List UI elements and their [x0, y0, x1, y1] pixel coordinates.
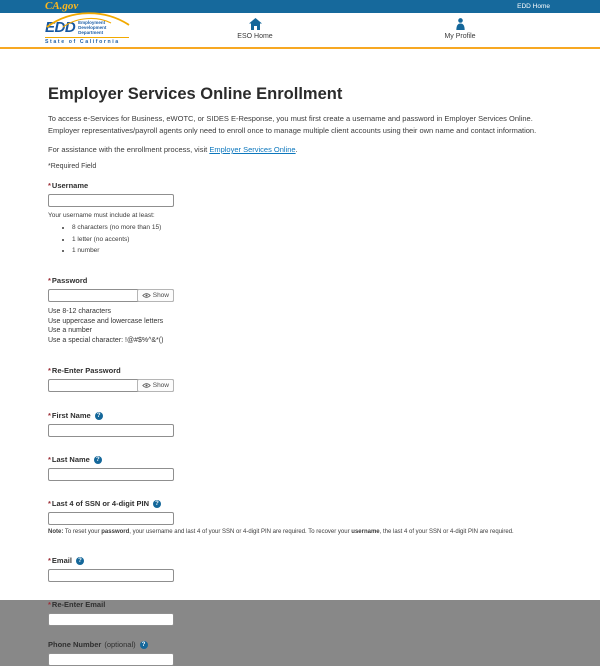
reenter-email-input[interactable]: [48, 613, 174, 626]
employer-services-online-link[interactable]: Employer Services Online: [209, 145, 296, 154]
nav-eso-home[interactable]: [210, 18, 300, 40]
edd-dept-line: Development: [78, 24, 107, 30]
ssn-pin-note: Note: To reset your password, your username and last 4 of your SSN or 4-digit PIN are required. To recover your username, the last 4 of your SSN or 4-digit PIN are required.: [48, 529, 514, 535]
password-rule: Use uppercase and lowercase letters: [48, 317, 164, 325]
help-icon[interactable]: ?: [95, 412, 103, 420]
show-password-button[interactable]: Show: [137, 289, 174, 302]
username-input[interactable]: [48, 194, 174, 207]
username-rules-list: [48, 224, 552, 254]
username-rule: • 8 characters (no more than 15): [72, 224, 552, 231]
edd-dept-line: Department: [78, 29, 104, 35]
reenter-email-label: * Re-Enter Email: [48, 600, 106, 609]
field-ssn-pin: [48, 499, 552, 535]
first-name-input[interactable]: [48, 424, 174, 437]
page-title: Employer Services Online Enrollment: [48, 85, 343, 103]
username-label: * Username: [48, 181, 89, 190]
main-content: [0, 49, 600, 666]
password-rule: Use 8-12 characters: [48, 308, 112, 315]
show-reenter-password-button[interactable]: Show: [137, 379, 174, 392]
username-rules-title: Your username must include at least:: [48, 212, 155, 219]
eye-icon: [142, 292, 151, 299]
edd-acronym: EDD: [45, 19, 76, 37]
intro-text: To access e-Services for Business, eWOTC, or SIDES E-Response, you must first create a username and password in Employer Services Online. Employer representatives/payroll agents only need to enroll once to manage multiple client accounts using their own name and contact information.: [48, 114, 537, 135]
email-input[interactable]: [48, 569, 174, 582]
edd-dept-line: Employment: [78, 20, 106, 25]
help-icon[interactable]: ?: [153, 500, 161, 508]
required-field-note: *Required Field: [48, 163, 97, 170]
ca-gov-logo[interactable]: CA.gov: [45, 0, 79, 12]
field-email: [48, 556, 552, 582]
password-rules: [48, 307, 552, 345]
field-phone: [48, 640, 552, 666]
person-icon: [455, 18, 466, 30]
last-name-label: * Last Name ?: [48, 455, 552, 464]
ssn-pin-label: * Last 4 of SSN or 4-digit PIN ?: [48, 499, 552, 508]
ssn-pin-input[interactable]: [48, 512, 174, 525]
help-icon[interactable]: ?: [76, 557, 84, 565]
email-label: * Email ?: [48, 556, 552, 565]
reenter-password-label: * Re-Enter Password: [48, 366, 121, 375]
field-reenter-email: [48, 600, 552, 626]
edd-state-label: State of California: [45, 37, 129, 45]
eye-icon: [142, 382, 151, 389]
assistance-text: For assistance with the enrollment process, visit Employer Services Online.: [48, 145, 298, 154]
username-rule: • 1 letter (no accents): [72, 236, 552, 243]
edd-home-link[interactable]: EDD Home: [517, 3, 550, 10]
field-first-name: [48, 411, 552, 437]
password-rule: Use a number: [48, 327, 92, 334]
field-last-name: [48, 455, 552, 481]
help-icon[interactable]: ?: [94, 456, 102, 464]
home-icon: [249, 18, 262, 30]
edd-logo-swoosh-icon: [43, 14, 131, 28]
nav-eso-home-label: ESO Home: [237, 33, 273, 40]
site-header: [0, 13, 600, 47]
top-utility-bar: [0, 0, 600, 13]
phone-label: Phone Number (optional) ?: [48, 640, 552, 649]
field-reenter-password: [48, 366, 552, 392]
help-icon[interactable]: ?: [140, 641, 148, 649]
first-name-label: * First Name ?: [48, 411, 552, 420]
nav-my-profile-label: My Profile: [444, 33, 476, 40]
phone-input[interactable]: [48, 653, 174, 666]
field-password: [48, 276, 552, 345]
edd-logo[interactable]: [45, 15, 129, 45]
nav-my-profile[interactable]: [415, 18, 505, 40]
password-rule: Use a special character: !@#$%^&*(): [48, 336, 164, 344]
field-username: [48, 181, 552, 254]
password-label: * Password: [48, 276, 88, 285]
last-name-input[interactable]: [48, 468, 174, 481]
username-rule: • 1 number: [72, 247, 552, 254]
